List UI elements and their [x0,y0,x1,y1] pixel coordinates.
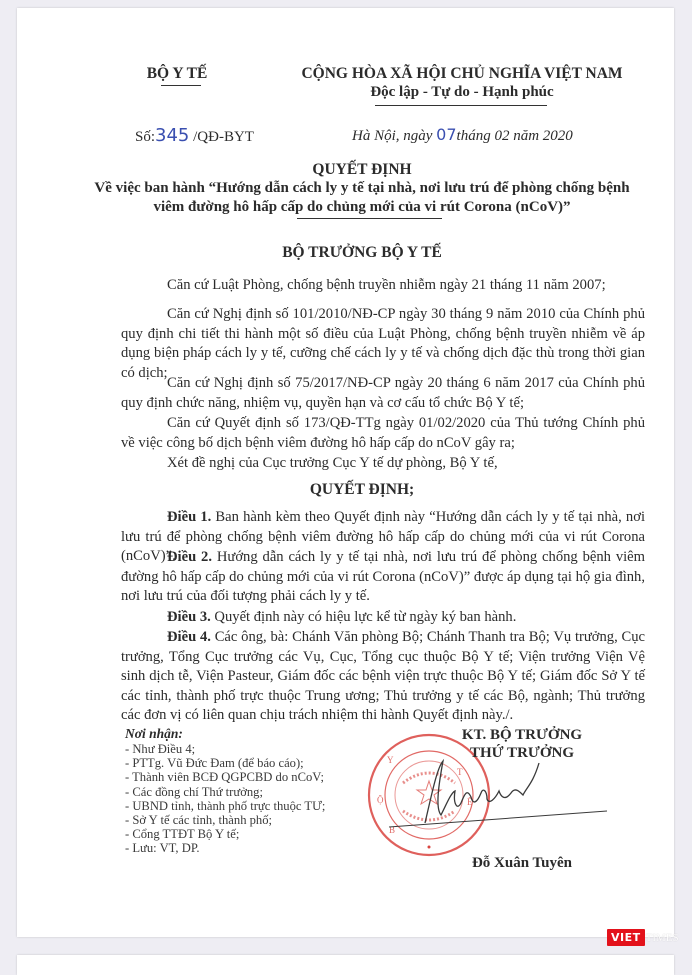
document-number [135,125,254,146]
svg-text:Ộ: Ộ [377,795,384,805]
next-page-edge [17,955,674,975]
recipient-item: - Cổng TTĐT Bộ Y tế; [125,827,240,842]
preamble-paragraph: Căn cứ Nghị định số 101/2010/NĐ-CP ngày 30 tháng 9 năm 2010 của Chính phủ quy định chi tiết thi hành một số điều của Luật Phòng, chống bệnh truyền nhiễm về áp dụng biện pháp cách ly y tế, cưỡng chế cách ly y tế và chống dịch đặc thù trong thời gian có dịch; [121,306,645,381]
viettimes-watermark [607,928,679,946]
day-handwritten: 07 [436,125,457,144]
place-date [352,125,573,145]
decides-heading: QUYẾT ĐỊNH; [309,481,415,498]
ministry-name: BỘ Y TẾ [146,65,208,82]
article-text: Ban hành kèm theo Quyết định này “Hướng dẫn cách ly y tế tại nhà, nơi lưu trú để phòng chống bệnh viêm đường hô hấp cấp do chủng mới của vi rút Corona (nCoV)”. [121,509,645,565]
recipient-item: - PTTg. Vũ Đức Đam (để báo cáo); [125,756,304,771]
article-text: Hướng dẫn cách ly y tế tại nhà, nơi lưu trú để phòng chống bệnh viêm đường hô hấp cấp do chủng mới của vi rút Corona (nCoV)” được áp dụng tại hộ gia đình, nơi lưu trú của đối tượng phải cách ly y tế. [121,549,646,605]
article-label: Điều 1. [167,509,212,525]
ministry-underline [161,85,201,86]
recipient-item: - UBND tỉnh, thành phố trực thuộc TƯ; [125,798,326,813]
svg-text:Y: Y [387,755,394,765]
recipient-item: - Như Điều 4; [125,742,196,756]
recipient-item: - Các đồng chí Thứ trưởng; [125,784,263,799]
place-prefix: Hà Nội, ngày [352,128,437,144]
article-2 [121,548,645,607]
doc-number-handwritten: 345 [155,125,190,146]
article-label: Điều 4. [167,629,211,645]
recipient-item: - Thành viên BCĐ QGPCBD do nCoV; [125,770,324,785]
decision-subtitle-line1: Về việc ban hành “Hướng dẫn cách ly y tế tại nhà, nơi lưu trú để phòng chống bệnh [94,180,630,196]
svg-text:Ế: Ế [467,797,473,807]
signature-title-line1: KT. BỘ TRƯỞNG [461,727,583,743]
signer-name: Đỗ Xuân Tuyên [471,855,573,871]
viettimes-logo-icon: VIET [607,929,645,946]
recipients-title: Nơi nhận: [125,726,183,741]
article-4 [121,628,645,726]
national-motto: Độc lập - Tự do - Hạnh phúc [370,84,554,100]
signature-title-line2: THỨ TRƯỞNG [469,745,575,761]
preamble-paragraph: Căn cứ Nghị định số 75/2017/NĐ-CP ngày 20 tháng 6 năm 2017 của Chính phủ quy định chức năng, nhiệm vụ, quyền hạn và cơ cấu tổ chức Bộ Y tế; [121,375,645,411]
authority-heading: BỘ TRƯỞNG BỘ Y TẾ [282,244,442,261]
subtitle-underline [297,218,442,219]
recipient-item: - Lưu: VT, DP. [125,841,200,856]
preamble-paragraph: Xét đề nghị của Cục trưởng Cục Y tế dự phòng, Bộ Y tế, [167,455,498,471]
place-suffix: tháng 02 năm 2020 [456,128,573,144]
preamble-paragraph: Căn cứ Luật Phòng, chống bệnh truyền nhiễm ngày 21 tháng 11 năm 2007; [167,277,606,293]
svg-text:B: B [389,825,396,835]
viettimes-logo-text: TIMES [645,932,679,944]
doc-number-prefix: Số: [135,129,156,145]
handwritten-signature-icon [377,753,617,833]
motto-underline [375,105,547,106]
nation-name: CỘNG HÒA XÃ HỘI CHỦ NGHĨA VIỆT NAM [301,65,623,82]
preamble-paragraph: Căn cứ Quyết định số 173/QĐ-TTg ngày 01/02/2020 của Thủ tướng Chính phủ về việc công bố dịch bệnh viêm đường hô hấp cấp do nCoV gây ra; [121,415,645,451]
document-page [17,8,674,937]
svg-text:T: T [457,767,463,777]
doc-number-suffix: /QĐ-BYT [189,129,254,145]
article-text: Các ông, bà: Chánh Văn phòng Bộ; Chánh Thanh tra Bộ; Vụ trưởng, Cục trưởng, Tổng Cục trưởng các Vụ, Cục, Tổng cục thuộc Bộ Y tế; Viện trưởng Viện Vệ sinh dịch tễ, Viện Pasteur, Giám đốc các bệnh viện trực thuộc Bộ Y tế; Giám đốc Sở Y tế các tỉnh, thành phố trực thuộc Trung ương; Thủ trưởng y tế các Bộ, ngành; Thủ trưởng các đơn vị có liên quan chịu trách nhiệm thi hành Quyết định này./. [121,629,646,724]
article-label: Điều 2. [167,549,213,565]
decision-subtitle-line2: viêm đường hô hấp cấp do chủng mới của vi rút Corona (nCoV)” [153,199,571,215]
recipients-list [125,742,325,856]
article-label: Điều 3. [167,609,211,625]
recipient-item: - Sở Y tế các tỉnh, thành phố; [125,813,273,828]
article-3 [121,608,645,628]
article-text: Quyết định này có hiệu lực kể từ ngày ký ban hành. [210,609,517,625]
decision-heading: QUYẾT ĐỊNH [312,161,412,178]
